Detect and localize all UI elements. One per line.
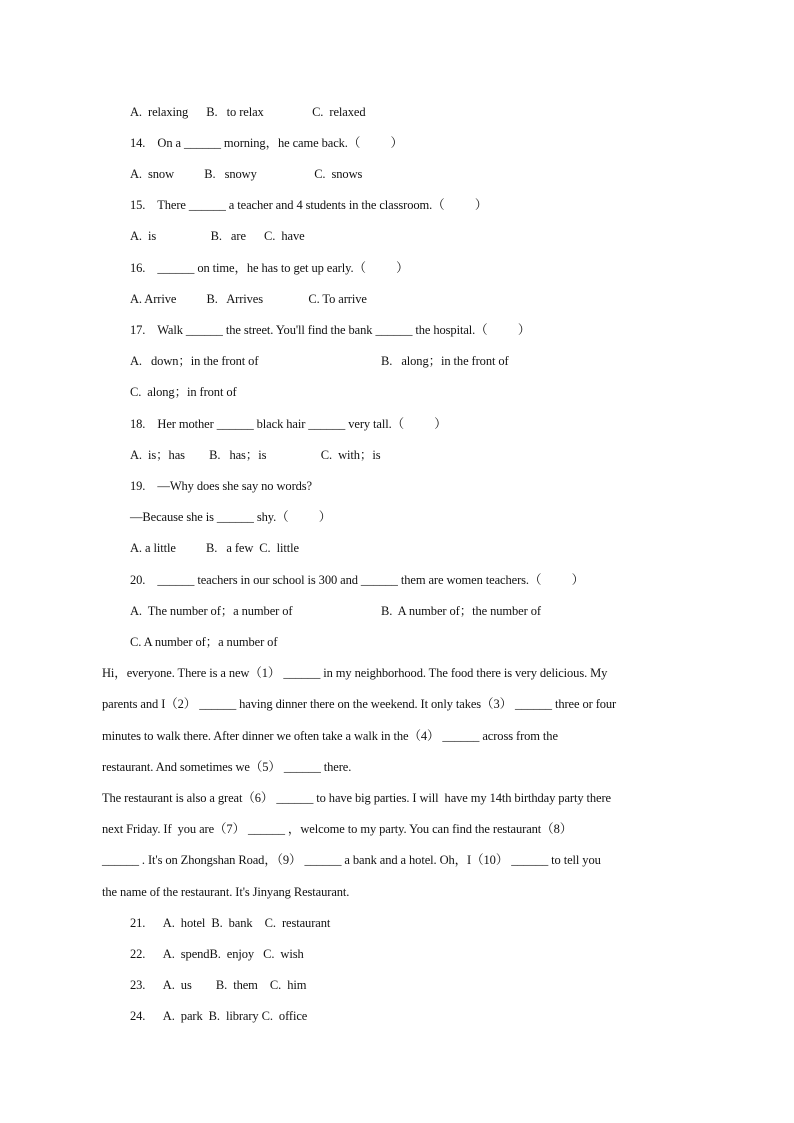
q17-option-a: A. down；in the front of bbox=[130, 354, 259, 368]
q13-options: A. relaxing B. to relax C. relaxed bbox=[130, 105, 366, 119]
q16-question: 16. ______ on time，he has to get up early.（ ） bbox=[130, 261, 409, 275]
passage-line: ______ . It's on Zhongshan Road，（9） ______ a bank and a hotel. Oh，I（10） ______ to tell you bbox=[102, 853, 601, 867]
q21-options: 21. A. hotel B. bank C. restaurant bbox=[130, 916, 331, 930]
q22-options: 22. A. spendB. enjoy C. wish bbox=[130, 947, 304, 961]
q20-question: 20. ______ teachers in our school is 300 and ______ them are women teachers.（ ） bbox=[130, 573, 584, 587]
q20-option-a: A. The number of；a number of bbox=[130, 604, 293, 618]
q19-reply: —Because she is ______ shy.（ ） bbox=[130, 510, 332, 524]
q20-option-c: C. A number of；a number of bbox=[130, 635, 278, 649]
q18-options: A. is；has B. has；is C. with；is bbox=[130, 448, 381, 462]
q17-option-b: B. along；in the front of bbox=[381, 354, 509, 368]
q15-options: A. is B. are C. have bbox=[130, 229, 305, 243]
passage-line: the name of the restaurant. It's Jinyang Restaurant. bbox=[102, 885, 350, 899]
passage-line: minutes to walk there. After dinner we often take a walk in the（4） ______ across from the bbox=[102, 729, 558, 743]
q14-options: A. snow B. snowy C. snows bbox=[130, 167, 363, 181]
q19-question: 19. —Why does she say no words? bbox=[130, 479, 312, 493]
q23-options: 23. A. us B. them C. him bbox=[130, 978, 307, 992]
q14-question: 14. On a ______ morning，he came back.（ ） bbox=[130, 136, 403, 150]
q17-question: 17. Walk ______ the street. You'll find the bank ______ the hospital.（ ） bbox=[130, 323, 531, 337]
passage-line: Hi，everyone. There is a new（1） ______ in my neighborhood. The food there is very delicious. My bbox=[102, 666, 608, 680]
q24-options: 24. A. park B. library C. office bbox=[130, 1009, 308, 1023]
q20-option-b: B. A number of；the number of bbox=[381, 604, 541, 618]
passage-line: next Friday. If you are（7） ______ ，welcome to my party. You can find the restaurant（8） bbox=[102, 822, 573, 836]
passage-line: parents and I（2） ______ having dinner there on the weekend. It only takes（3） ______ three or four bbox=[102, 697, 617, 711]
passage-line: The restaurant is also a great（6） ______ to have big parties. I will have my 14th birthday party there bbox=[102, 791, 612, 805]
q16-options: A. Arrive B. Arrives C. To arrive bbox=[130, 292, 367, 306]
q15-question: 15. There ______ a teacher and 4 students in the classroom.（ ） bbox=[130, 198, 488, 212]
q17-option-c: C. along；in front of bbox=[130, 385, 237, 399]
q18-question: 18. Her mother ______ black hair ______ very tall.（ ） bbox=[130, 417, 447, 431]
passage-line: restaurant. And sometimes we（5） ______ there. bbox=[102, 760, 352, 774]
q19-options: A. a little B. a few C. little bbox=[130, 541, 299, 555]
